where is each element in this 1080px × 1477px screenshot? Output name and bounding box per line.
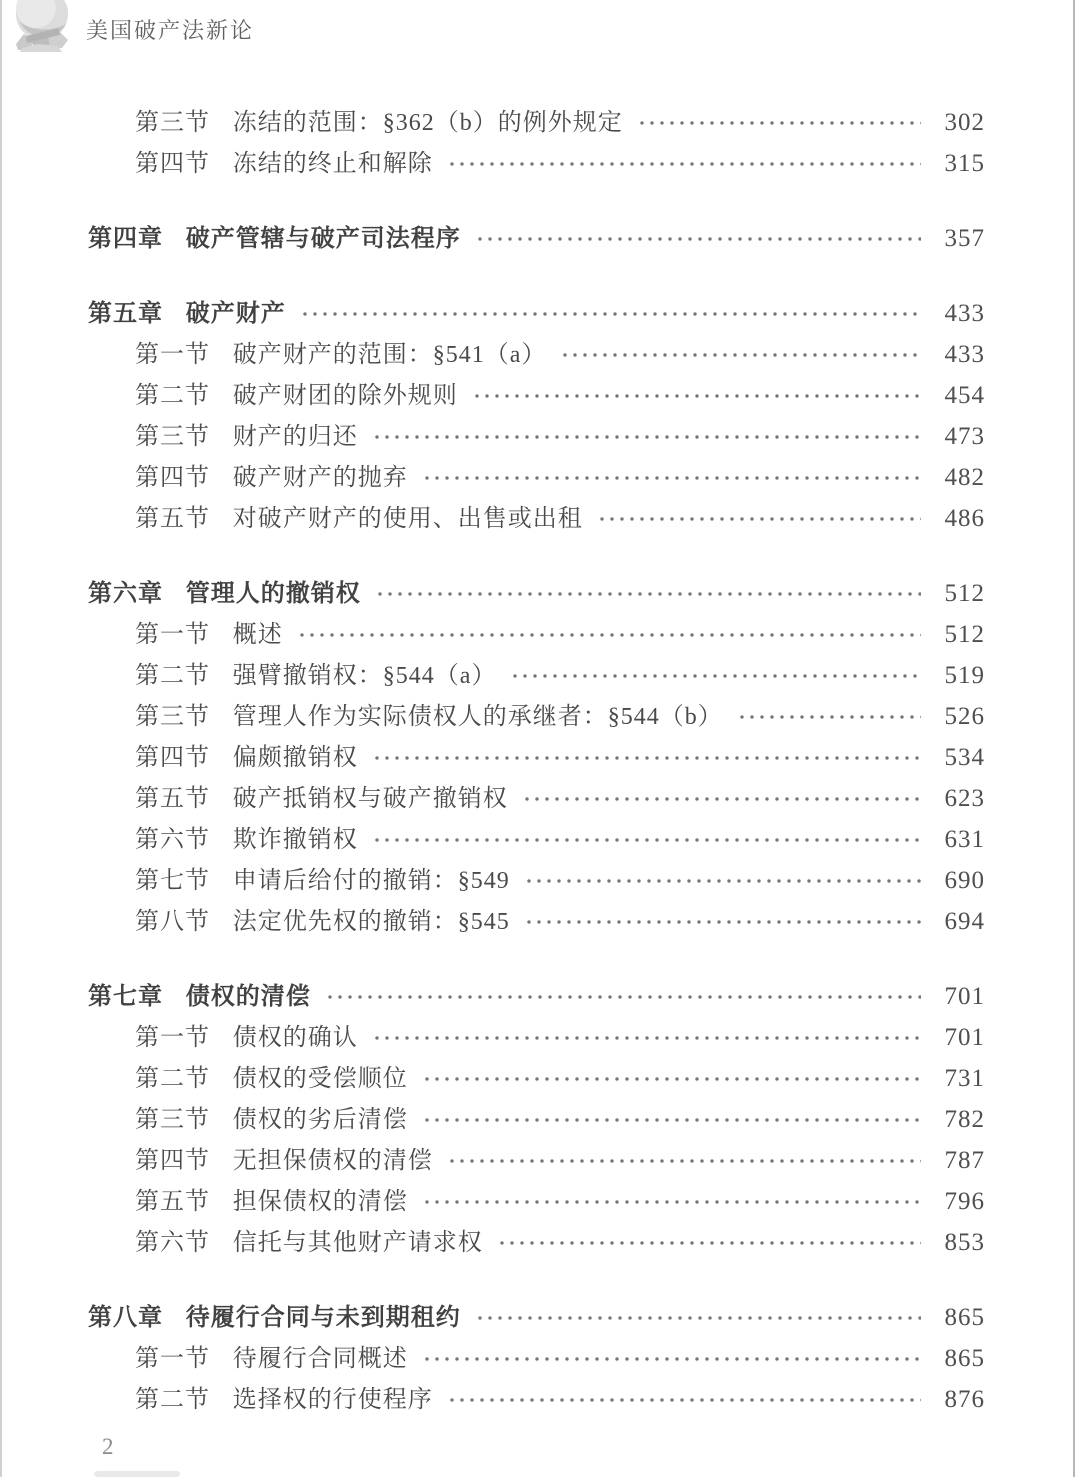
toc-entry [88,614,985,655]
toc-entry-label: 第四节 [135,465,210,491]
toc-entry-title: 申请后给付的撤销：§549 [232,868,510,894]
toc-entry-page: 486 [944,505,985,532]
toc-entry [88,375,985,416]
toc-entry [88,218,985,259]
dot-leader [297,629,921,641]
page-right-edge [1073,0,1075,1477]
toc-entry-page: 512 [944,621,985,648]
toc-entry [88,102,985,143]
toc-entry-page: 694 [944,908,985,935]
toc-entry-page: 433 [944,300,985,327]
dot-leader [524,916,921,928]
toc-entry-label: 第三节 [135,424,210,450]
toc-entry [88,1017,985,1058]
toc-entry-label: 第四章 [88,225,163,252]
toc-entry-title: 破产财团的除外规则 [232,383,458,409]
toc-entry [88,976,985,1017]
toc-entry-title: 冻结的范围：§362（b）的例外规定 [232,110,623,136]
toc-entry [88,1058,985,1099]
dot-leader [300,308,921,320]
toc-entry-label: 第四节 [135,1148,210,1174]
toc-entry-title: 欺诈撤销权 [232,827,358,853]
dot-leader [447,158,921,170]
toc-entry-title: 破产财产 [185,300,286,327]
toc-entry-title: 破产财产的范围：§541（a） [232,342,547,368]
toc-entry-page: 526 [944,703,985,730]
toc-entry [88,1099,985,1140]
toc-entry [88,737,985,778]
toc-entry-page: 701 [944,983,985,1010]
toc-entry-label: 第五节 [135,786,210,812]
toc-entry-label: 第六章 [88,580,163,607]
toc-entry-page: 512 [944,580,985,607]
toc-entry-label: 第四节 [135,151,210,177]
toc-entry-page: 315 [944,150,985,177]
toc-entry [88,901,985,942]
toc-entry-label: 第二节 [135,1387,210,1413]
dot-leader [510,670,921,682]
toc-entry-page: 623 [944,785,985,812]
toc-entry-title: 法定优先权的撤销：§545 [232,909,510,935]
toc-entry-label: 第五节 [135,1189,210,1215]
dot-leader [372,431,921,443]
toc-entry-title: 选择权的行使程序 [232,1387,433,1413]
page-left-edge [0,0,2,1477]
toc-entry-page: 631 [944,826,985,853]
toc-entry-title: 债权的确认 [232,1025,358,1051]
toc-entry [88,1222,985,1263]
dot-leader [475,233,921,245]
toc-entry [88,416,985,457]
toc-entry-title: 债权的清偿 [185,983,311,1010]
toc-entry-page: 701 [944,1024,985,1051]
toc-entry-page: 534 [944,744,985,771]
toc-entry [88,778,985,819]
toc-entry-label: 第五章 [88,300,163,327]
toc-entry-title: 破产财产的抛弃 [232,465,408,491]
toc-entry-label: 第八章 [88,1304,163,1331]
toc-entry-title: 债权的劣后清偿 [232,1107,408,1133]
toc-entry-page: 731 [944,1065,985,1092]
toc-entry-page: 876 [944,1386,985,1413]
toc-entry [88,498,985,539]
dot-leader [447,1394,921,1406]
scan-artifact [94,1471,180,1477]
toc-entry-label: 第五节 [135,506,210,532]
toc-entry-page: 433 [944,341,985,368]
toc-entry [88,573,985,614]
toc-entry [88,819,985,860]
toc-entry-label: 第二节 [135,383,210,409]
toc-entry-title: 无担保债权的清偿 [232,1148,433,1174]
toc-entry-label: 第二节 [135,1066,210,1092]
toc-entry-title: 财产的归还 [232,424,358,450]
toc-entry-title: 管理人作为实际债权人的承继者：§544（b） [232,704,723,730]
toc-entry-label: 第一节 [135,1025,210,1051]
toc-entry-label: 第七节 [135,868,210,894]
toc-entry-page: 454 [944,382,985,409]
toc-entry [88,1297,985,1338]
toc-entry-page: 690 [944,867,985,894]
toc-entry-title: 待履行合同概述 [232,1346,408,1372]
toc-entry-title: 债权的受偿顺位 [232,1066,408,1092]
toc-entry-label: 第三节 [135,1107,210,1133]
toc-entry-label: 第六节 [135,1230,210,1256]
dot-leader [524,875,921,887]
dot-leader [422,1073,921,1085]
toc-entry-page: 482 [944,464,985,491]
dot-leader [637,117,921,129]
toc-entry-title: 概述 [232,622,283,648]
toc-entry-page: 796 [944,1188,985,1215]
dot-leader [375,588,921,600]
toc-entry-page: 302 [944,109,985,136]
toc-entry [88,655,985,696]
toc-entry [88,1140,985,1181]
toc-entry-label: 第一节 [135,1346,210,1372]
dot-leader [422,1196,921,1208]
dot-leader [560,349,921,361]
toc-entry [88,143,985,184]
toc-entry-page: 357 [944,225,985,252]
dot-leader [737,711,921,723]
toc-entry-label: 第三节 [135,704,210,730]
toc-entry-title: 偏颇撤销权 [232,745,358,771]
dot-leader [597,513,921,525]
toc-entry-title: 待履行合同与未到期租约 [185,1304,461,1331]
toc-entry-title: 对破产财产的使用、出售或出租 [232,506,583,532]
page-header [0,0,1080,62]
toc-entry [88,1181,985,1222]
book-title: 美国破产法新论 [86,18,255,43]
toc-entry-title: 破产抵销权与破产撤销权 [232,786,508,812]
toc-entry [88,696,985,737]
dot-leader [447,1155,921,1167]
dot-leader [325,991,921,1003]
toc-entry-label: 第六节 [135,827,210,853]
toc-entry-page: 787 [944,1147,985,1174]
toc-entry-title: 冻结的终止和解除 [232,151,433,177]
dot-leader [522,793,921,805]
toc-entry [88,334,985,375]
dot-leader [422,1114,921,1126]
toc-entry-title: 担保债权的清偿 [232,1189,408,1215]
toc-entry-label: 第一节 [135,622,210,648]
dot-leader [372,752,921,764]
toc-entry [88,1338,985,1379]
toc-entry [88,860,985,901]
toc-entry [88,457,985,498]
toc-entry-page: 473 [944,423,985,450]
toc-entry-title: 破产管辖与破产司法程序 [185,225,461,252]
toc-list [0,62,1080,1420]
dot-leader [475,1312,921,1324]
dot-leader [372,834,921,846]
toc-entry-title: 强臂撤销权：§544（a） [232,663,497,689]
dot-leader [497,1237,921,1249]
toc-entry-label: 第八节 [135,909,210,935]
folio-page-number: 2 [102,1434,114,1459]
toc-entry-label: 第一节 [135,342,210,368]
dot-leader [422,1353,921,1365]
toc-entry-page: 853 [944,1229,985,1256]
toc-entry-title: 管理人的撤销权 [185,580,361,607]
toc-entry-page: 865 [944,1304,985,1331]
dot-leader [422,472,921,484]
toc-entry-label: 第七章 [88,983,163,1010]
toc-entry-label: 第四节 [135,745,210,771]
toc-entry-title: 信托与其他财产请求权 [232,1230,483,1256]
globe-engraving-logo-icon [8,0,74,56]
toc-entry [88,293,985,334]
dot-leader [472,390,921,402]
toc-entry-label: 第三节 [135,110,210,136]
toc-entry-page: 519 [944,662,985,689]
toc-entry-page: 865 [944,1345,985,1372]
toc-entry [88,1379,985,1420]
dot-leader [372,1032,921,1044]
toc-entry-page: 782 [944,1106,985,1133]
toc-entry-label: 第二节 [135,663,210,689]
